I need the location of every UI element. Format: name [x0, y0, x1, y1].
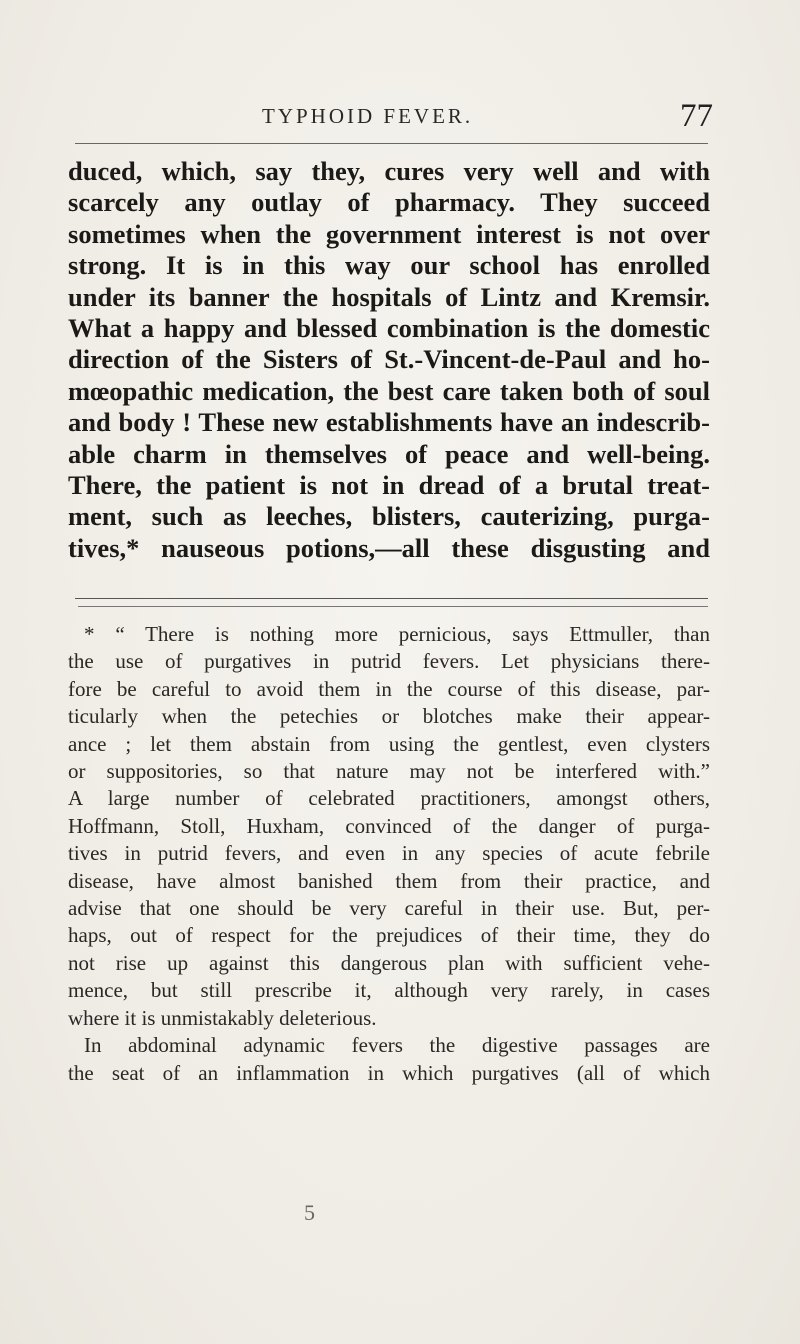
body-line: under its banner the hospitals of Lintz and Kremsir.	[68, 281, 710, 312]
footnote-line: A large number of celebrated practitioners, amongst others,	[68, 786, 710, 811]
footnote-line: disease, have almost banished them from their practice, and	[68, 868, 710, 893]
footnote-line: the seat of an inflammation in which purgatives (all of which	[68, 1060, 710, 1085]
body-line: able charm in themselves of peace and well-being.	[68, 438, 710, 469]
footnote-line: advise that one should be very careful in their use. But, per-	[68, 896, 710, 921]
footnote-line: the use of purgatives in putrid fevers. Let physicians there-	[68, 649, 710, 674]
body-line: tives,* nauseous potions,—all these disgusting and	[68, 532, 710, 563]
footnote	[68, 621, 710, 1087]
body-line: What a happy and blessed combination is the domestic	[68, 313, 710, 344]
header-rule	[75, 143, 708, 144]
footnote-line: or suppositories, so that nature may not be interfered with.”	[68, 759, 710, 784]
body-line: duced, which, say they, cures very well and with	[68, 156, 710, 186]
page-number: 77	[680, 98, 713, 134]
body-line: There, the patient is not in dread of a brutal treat-	[68, 470, 710, 501]
footnote-line: ance ; let them abstain from using the gentlest, even clysters	[68, 731, 710, 756]
body-line: ment, such as leeches, blisters, cauterizing, purga-	[68, 501, 710, 532]
footnote-rule-thin	[78, 606, 708, 607]
signature-mark: 5	[304, 1200, 315, 1225]
body-line: and body ! These new establishments have an indescrib-	[68, 407, 710, 438]
body-line: mœopathic medication, the best care taken both of soul	[68, 375, 710, 406]
footnote-rule	[75, 598, 708, 599]
body-line: sometimes when the government interest is not over	[68, 218, 710, 249]
footnote-line: tives in putrid fevers, and even in any species of acute febrile	[68, 841, 710, 866]
body-line: strong. It is in this way our school has enrolled	[68, 250, 710, 281]
footnote-line: not rise up against this dangerous plan with sufficient vehe-	[68, 950, 710, 975]
running-title: TYPHOID FEVER.	[262, 104, 474, 128]
main-text	[68, 156, 710, 564]
footnote-line: In abdominal adynamic fevers the digestive passages are	[84, 1033, 710, 1058]
footnote-line: * “ There is nothing more pernicious, says Ettmuller, than	[84, 622, 710, 646]
footnote-line: where it is unmistakably deleterious.	[68, 1005, 377, 1030]
footnote-line: mence, but still prescribe it, although very rarely, in cases	[68, 978, 710, 1003]
body-line: scarcely any outlay of pharmacy. They succeed	[68, 187, 710, 218]
footnote-line: ticularly when the petechies or blotches make their appear-	[68, 704, 710, 729]
footnote-line: Hoffmann, Stoll, Huxham, convinced of the danger of purga-	[68, 813, 710, 838]
body-line: direction of the Sisters of St.-Vincent-de-Paul and ho-	[68, 344, 710, 375]
footnote-line: fore be careful to avoid them in the course of this disease, par-	[68, 676, 710, 701]
running-head	[0, 98, 800, 138]
footnote-line: haps, out of respect for the prejudices of their time, they do	[68, 923, 710, 948]
